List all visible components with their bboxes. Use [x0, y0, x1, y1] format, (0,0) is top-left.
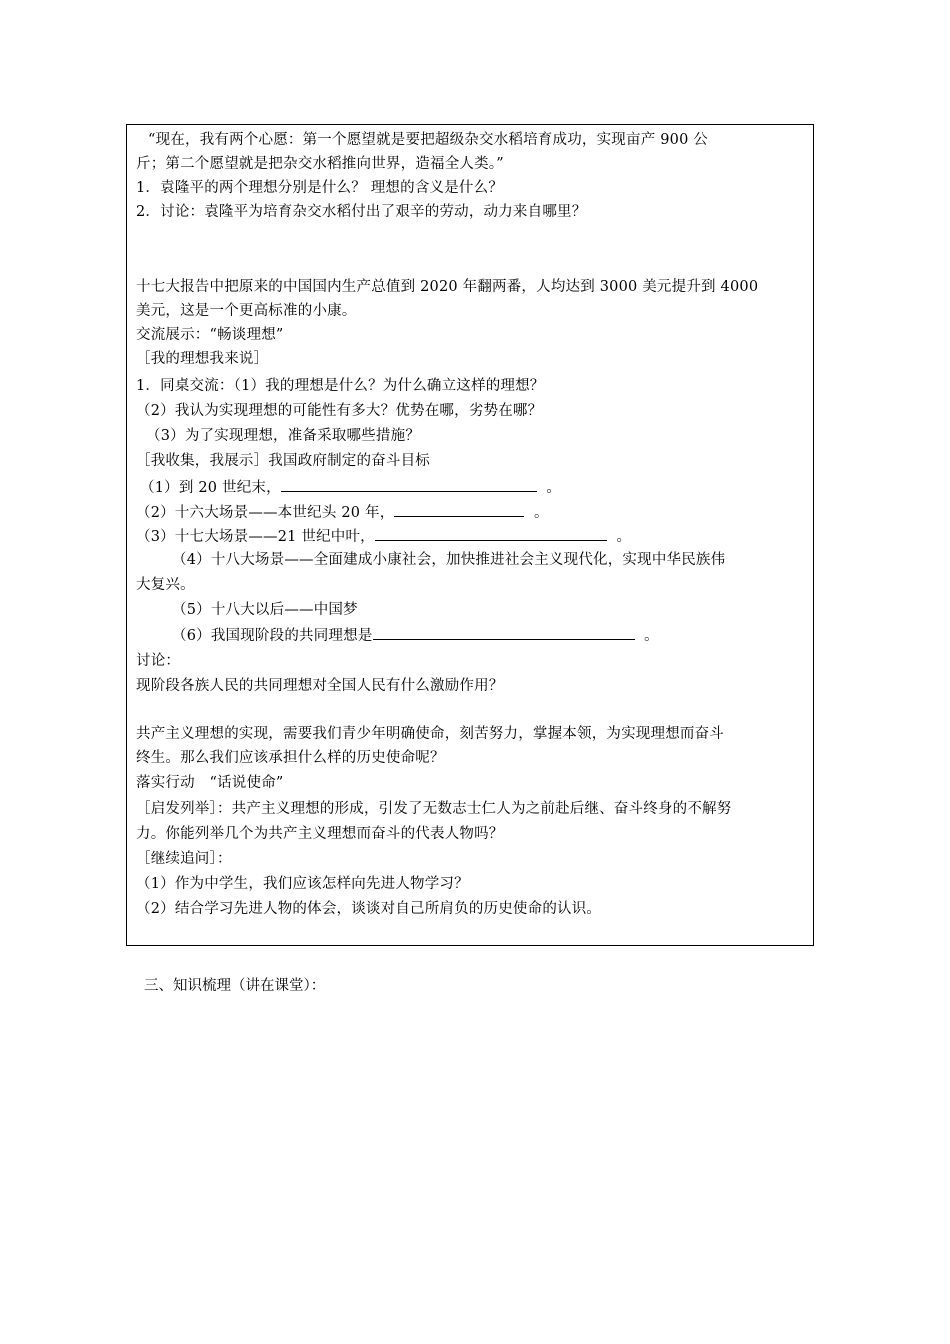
text-line: “现在，我有两个心愿：第一个愿望就是要把超级杂交水稻培育成功，实现亩产 900 公 — [148, 132, 709, 148]
text-line: 落实行动 “话说使命” — [136, 775, 284, 791]
text-line: 现阶段各族人民的共同理想对全国人民有什么激励作用？ — [136, 678, 504, 694]
text-line: ［我收集，我展示］我国政府制定的奋斗目标 — [136, 453, 430, 469]
text-line: ［我的理想我来说］ — [136, 351, 269, 367]
goal-text: （3）十七大场景——21 世纪中叶， — [136, 529, 375, 545]
fill-blank-3[interactable] — [375, 526, 607, 541]
period: 。 — [546, 480, 562, 496]
text-line: 1．袁隆平的两个理想分别是什么？ 理想的含义是什么？ — [136, 180, 504, 196]
text-line: 十七大报告中把原来的中国国内生产总值到 2020 年翻两番，人均达到 3000 美元提升到 4000 — [136, 279, 759, 295]
text-line: 1．同桌交流：（1）我的理想是什么？为什么确立这样的理想？ — [136, 378, 545, 394]
text-line: 力。你能列举几个为共产主义理想而奋斗的代表人物吗？ — [136, 826, 504, 842]
text-line: ［启发列举］：共产主义理想的形成，引发了无数志士仁人为之前赴后继、奋斗终身的不解努 — [136, 801, 732, 817]
text-line: （2）我认为实现理想的可能性有多大？优势在哪，劣势在哪？ — [136, 403, 543, 419]
period: 。 — [616, 529, 632, 545]
goal-line-6 — [172, 625, 659, 646]
section-heading: 三、知识梳理（讲在课堂）： — [144, 978, 326, 994]
text-line: 大复兴。 — [136, 577, 195, 593]
fill-blank-2[interactable] — [394, 502, 524, 517]
text-line: 讨论： — [136, 653, 181, 669]
text-line: 斤；第二个愿望就是把杂交水稻推向世界，造福全人类。” — [136, 156, 504, 172]
text-line: （4）十八大场景——全面建成小康社会，加快推进社会主义现代化，实现中华民族伟 — [172, 552, 726, 568]
goal-text: （6）我国现阶段的共同理想是 — [172, 628, 373, 644]
goal-line-2 — [136, 502, 549, 523]
period: 。 — [644, 628, 659, 644]
text-line: （5）十八大以后——中国梦 — [172, 602, 358, 618]
text-line: 共产主义理想的实现，需要我们青少年明确使命，刻苦努力，掌握本领，为实现理想而奋斗 — [136, 726, 724, 742]
text-line: 2．讨论：袁隆平为培育杂交水稻付出了艰辛的劳动，动力来自哪里？ — [136, 204, 587, 220]
fill-blank-4[interactable] — [373, 625, 635, 640]
text-line: 终生。那么我们应该承担什么样的历史使命呢？ — [136, 750, 445, 766]
goal-text: （2）十六大场景——本世纪头 20 年， — [136, 505, 395, 521]
text-line: （1）作为中学生，我们应该怎样向先进人物学习？ — [136, 876, 469, 892]
text-line: 交流展示：“畅谈理想” — [136, 327, 284, 343]
text-line: 美元，这是一个更高标准的小康。 — [136, 303, 357, 319]
goal-text: （1）到 20 世纪末， — [140, 480, 281, 496]
text-line: （2）结合学习先进人物的体会，谈谈对自己所肩负的历史使命的认识。 — [136, 901, 602, 917]
text-line: ［继续追问］： — [136, 851, 232, 867]
goal-line-3 — [136, 526, 631, 547]
period: 。 — [534, 505, 549, 521]
fill-blank-1[interactable] — [281, 477, 537, 492]
goal-line-1 — [140, 477, 561, 498]
text-line: （3）为了实现理想，准备采取哪些措施？ — [146, 428, 421, 444]
